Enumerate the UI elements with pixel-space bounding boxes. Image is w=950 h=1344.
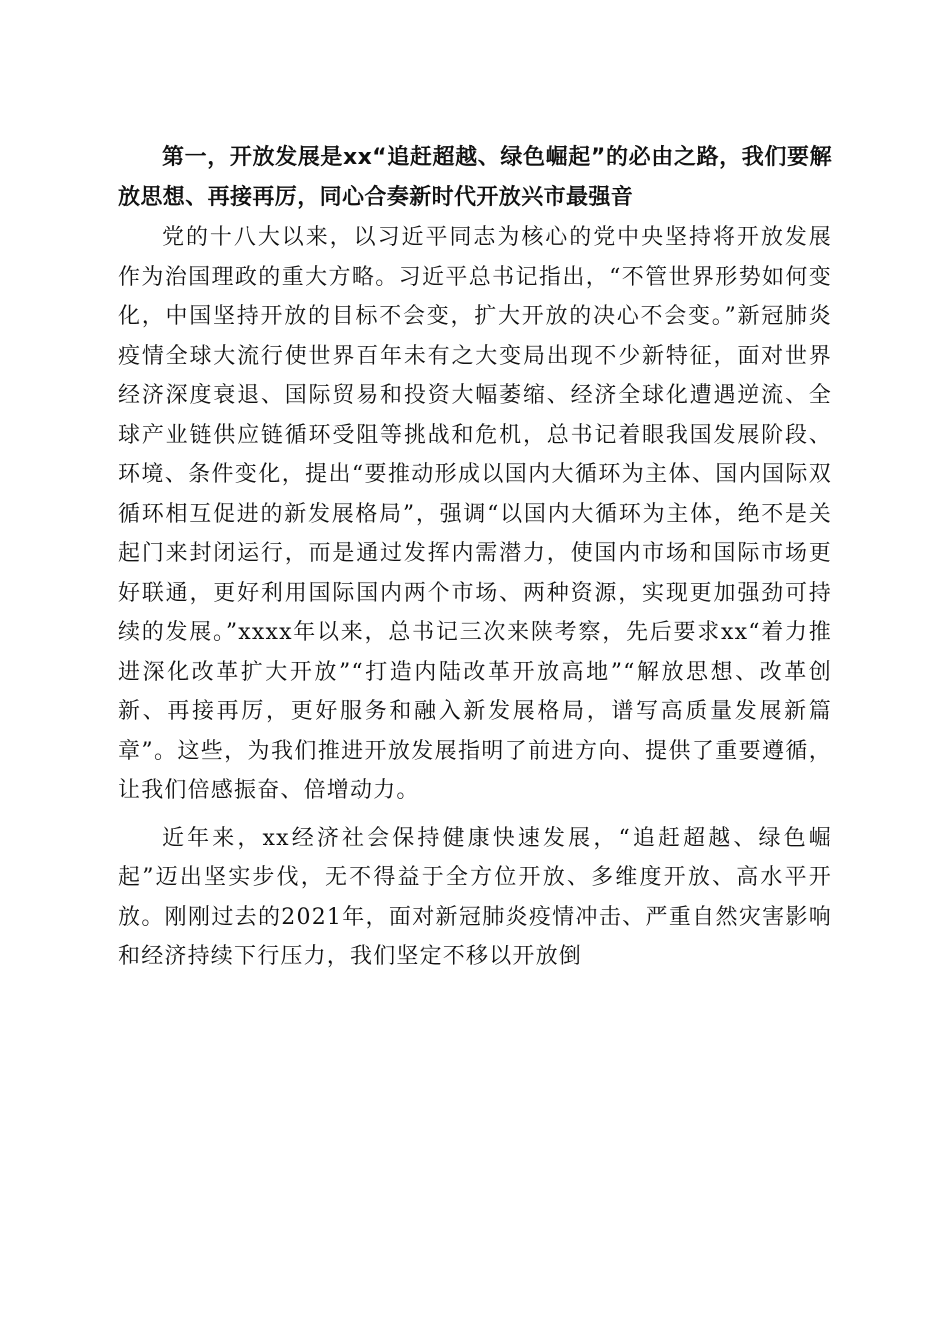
section-heading: 第一，开放发展是xx“追赶超越、绿色崛起”的必由之路，我们要解放思想、再接再厉，同心合奏新时代开放兴市最强音 xyxy=(118,145,832,210)
document-body xyxy=(118,138,832,977)
paragraph-1: 党的十八大以来，以习近平同志为核心的党中央坚持将开放发展作为治国理政的重大方略。习近平总书记指出，“不管世界形势如何变化，中国坚持开放的目标不会变，扩大开放的决心不会变。”新冠肺炎疫情全球大流行使世界百年未有之大变局出现不少新特征，面对世界经济深度衰退、国际贸易和投资大幅萎缩、经济全球化遭遇逆流、全球产业链供应链循环受阻等挑战和危机，总书记着眼我国发展阶段、环境、条件变化，提出“要推动形成以国内大循环为主体、国内国际双循环相互促进的新发展格局”，强调“以国内大循环为主体，绝不是关起门来封闭运行，而是通过发挥内需潜力，使国内市场和国际市场更好联通，更好利用国际国内两个市场、两种资源，实现更加强劲可持续的发展。”xxxx年以来，总书记三次来陕考察，先后要求xx“着力推进深化改革扩大开放”“打造内陆改革开放高地”“解放思想、改革创新、再接再厉，更好服务和融入新发展格局，谱写高质量发展新篇章”。这些，为我们推进开放发展指明了前进方向、提供了重要遵循，让我们倍感振奋、倍增动力。 xyxy=(118,225,832,803)
paragraph-2: 近年来，xx经济社会保持健康快速发展，“追赶超越、绿色崛起”迈出坚实步伐，无不得益于全方位开放、多维度开放、高水平开放。刚刚过去的2021年，面对新冠肺炎疫情冲击、严重自然灾害影响和经济持续下行压力，我们坚定不移以开放倒 xyxy=(118,825,832,969)
